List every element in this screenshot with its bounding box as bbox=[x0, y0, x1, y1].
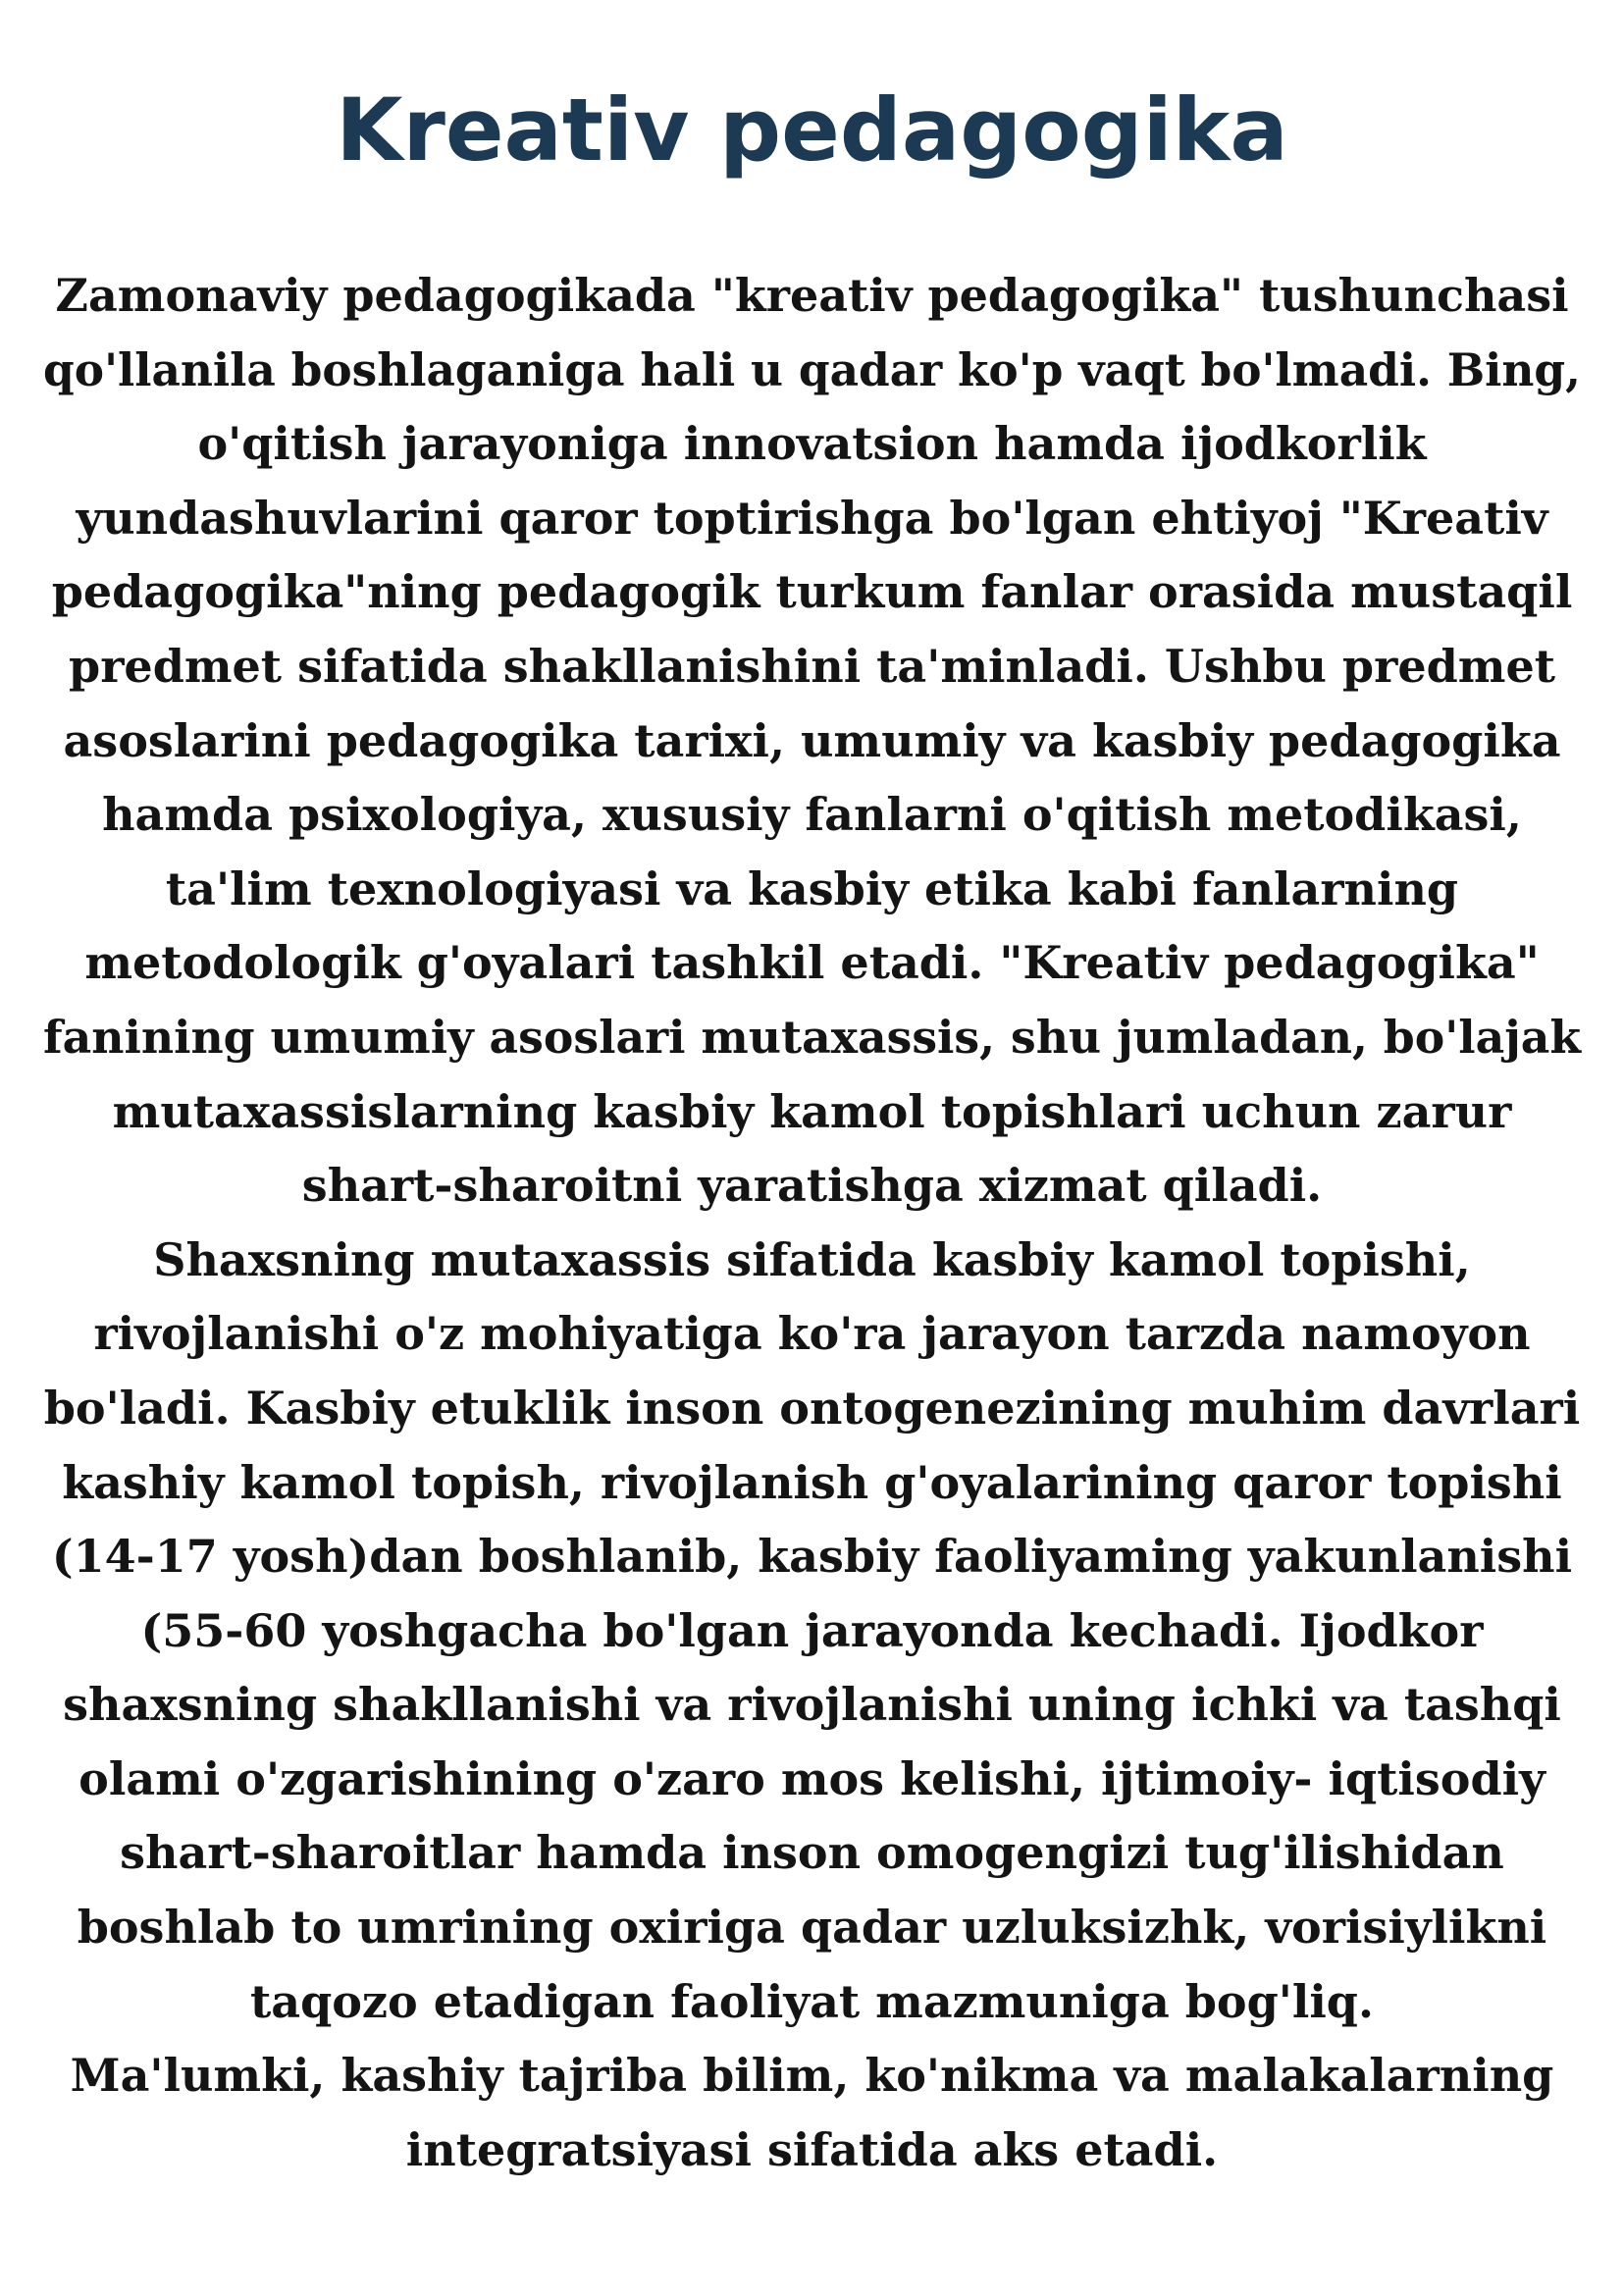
body-line: rivojlanishi o'z mohiyatiga ko'ra jarayon tarzda namoyon bbox=[93, 1307, 1531, 1361]
body-line: shart-sharoitlar hamda inson omogengizi tug'ilishidan bbox=[120, 1826, 1504, 1880]
body-line: integratsiyasi sifatida aks etadi. bbox=[405, 2122, 1219, 2176]
body-line: metodologik g'oyalari tashkil etadi. "Kreativ pedagogika" bbox=[84, 936, 1540, 990]
body-line: yundashuvlarini qaror toptirishga bo'lgan ehtiyoj "Kreativ bbox=[76, 491, 1548, 545]
body-line: Shaxsning mutaxassis sifatida kasbiy kamol topishi, bbox=[153, 1232, 1471, 1286]
body-line: kashiy kamol topish, rivojlanish g'oyalarining qaror topishi bbox=[62, 1455, 1562, 1509]
body-line: taqozo etadigan faoliyat mazmuniga bog'liq. bbox=[250, 1974, 1374, 2028]
body-line: (14-17 yosh)dan boshlanib, kasbiy faoliyaming yakunlanishi bbox=[51, 1530, 1573, 1584]
body-line: qo'llanila boshlaganiga hali u qadar ko'p vaqt bo'lmadi. Bing, bbox=[43, 342, 1581, 396]
body-line: pedagogika"ning pedagogik turkum fanlar orasida mustaqil bbox=[51, 565, 1573, 619]
body-line: Zamonaviy pedagogikada "kreativ pedagogika" tushunchasi bbox=[55, 269, 1569, 322]
body-line: olami o'zgarishining o'zaro mos kelishi, ijtimoiy- iqtisodiy bbox=[79, 1751, 1545, 1805]
body-line: predmet sifatida shakllanishini ta'minladi. Ushbu predmet bbox=[69, 639, 1555, 693]
body-line: shaxsning shakllanishi va rivojlanishi uning ichki va tashqi bbox=[63, 1678, 1561, 1732]
body-line: ta'lim texnologiyasi va kasbiy etika kabi fanlarning bbox=[165, 861, 1459, 915]
body-line: boshlab to umrining oxiriga qadar uzluksizhk, vorisiylikni bbox=[77, 1901, 1547, 1955]
body-line: shart-sharoitni yaratishga xizmat qiladi. bbox=[301, 1159, 1323, 1213]
body-line: asoslarini pedagogika tarixi, umumiy va kasbiy pedagogika bbox=[63, 713, 1561, 767]
body-line: (55-60 yoshgacha bo'lgan jarayonda kechadi. Ijodkor bbox=[140, 1603, 1484, 1657]
document-title: Kreativ pedagogika bbox=[336, 79, 1288, 181]
body-line: Ma'lumki, kashiy tajriba bilim, ko'nikma va malakalarning bbox=[70, 2049, 1554, 2103]
body-line: o'qitish jarayoniga innovatsion hamda ijodkorlik bbox=[197, 417, 1427, 471]
body-line: bo'ladi. Kasbiy etuklik inson ontogenezining muhim davrlari bbox=[43, 1381, 1581, 1435]
body-line: hamda psixologiya, xususiy fanlarni o'qitish metodikasi, bbox=[102, 788, 1522, 842]
body-line: fanining umumiy asoslari mutaxassis, shu jumladan, bo'lajak bbox=[42, 1010, 1582, 1064]
body-line: mutaxassislarning kasbiy kamol topishlari uchun zarur bbox=[112, 1084, 1512, 1138]
document-body bbox=[39, 259, 1585, 2187]
